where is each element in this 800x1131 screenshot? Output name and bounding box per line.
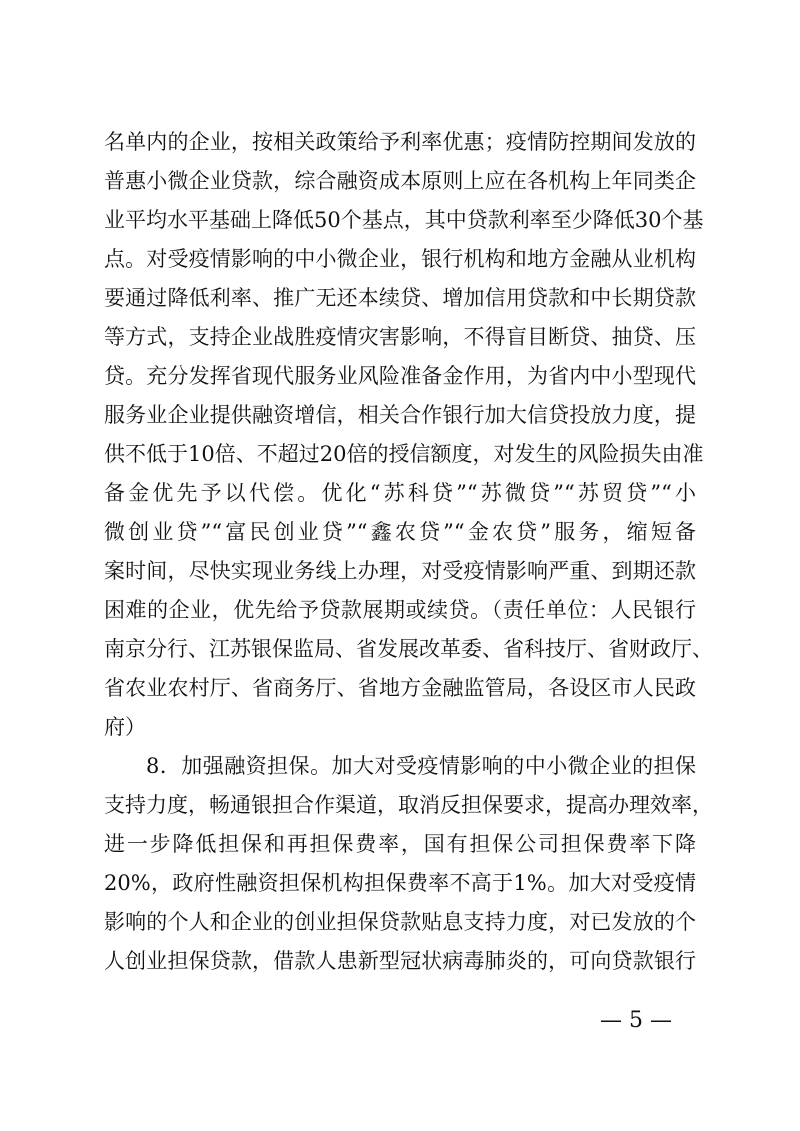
body-text-line-16: 府）	[104, 715, 146, 739]
page-number: — 5 —	[600, 1008, 672, 1033]
section-heading-line: 8．加强融资担保。加大对受疫情影响的中小微企业的担保	[146, 754, 696, 778]
body-text-line-14: 南京分行、江苏银保监局、省发展改革委、省科技厅、省财政厅、	[104, 637, 713, 661]
body-text-line-4: 点。对受疫情影响的中小微企业，银行机构和地方金融从业机构	[104, 247, 696, 271]
body-text-line-11: 微创业贷”“富民创业贷”“鑫农贷”“金农贷”服务，缩短备	[104, 520, 696, 544]
body-text-line-10: 备金优先予以代偿。优化“苏科贷”“苏微贷”“苏贸贷”“小	[104, 481, 696, 505]
body-text-line-2: 普惠小微企业贷款，综合融资成本原则上应在各机构上年同类企	[104, 169, 696, 193]
body-text-line-15: 省农业农村厅、省商务厅、省地方金融监管局，各设区市人民政	[104, 676, 696, 700]
body-text-line-8: 服务业企业提供融资增信，相关合作银行加大信贷投放力度，提	[104, 403, 696, 427]
body-text-line-22: 人创业担保贷款，借款人患新型冠状病毒肺炎的，可向贷款银行	[104, 949, 696, 973]
body-text-line-18: 支持力度，畅通银担合作渠道，取消反担保要求，提高办理效率，	[104, 793, 713, 817]
body-text-line-3: 业平均水平基础上降低50个基点，其中贷款利率至少降低30个基	[104, 208, 704, 232]
body-text-line-5: 要通过降低利率、推广无还本续贷、增加信用贷款和中长期贷款	[104, 286, 696, 310]
body-text-line-6: 等方式，支持企业战胜疫情灾害影响，不得盲目断贷、抽贷、压	[104, 325, 696, 349]
body-text-line-19: 进一步降低担保和再担保费率，国有担保公司担保费率下降	[104, 832, 696, 856]
body-text-line-7: 贷。充分发挥省现代服务业风险准备金作用，为省内中小型现代	[104, 364, 696, 388]
body-text-line-21: 影响的个人和企业的创业担保贷款贴息支持力度，对已发放的个	[104, 910, 696, 934]
body-text-line-12: 案时间，尽快实现业务线上办理，对受疫情影响严重、到期还款	[104, 559, 696, 583]
body-text-line-1: 名单内的企业，按相关政策给予利率优惠；疫情防控期间发放的	[104, 130, 696, 154]
body-text-line-13: 困难的企业，优先给予贷款展期或续贷。（责任单位：人民银行	[104, 598, 696, 622]
body-text-line-20: 20%，政府性融资担保机构担保费率不高于1%。加大对受疫情	[104, 871, 696, 895]
body-text-line-9: 供不低于10倍、不超过20倍的授信额度，对发生的风险损失由准	[104, 442, 704, 466]
